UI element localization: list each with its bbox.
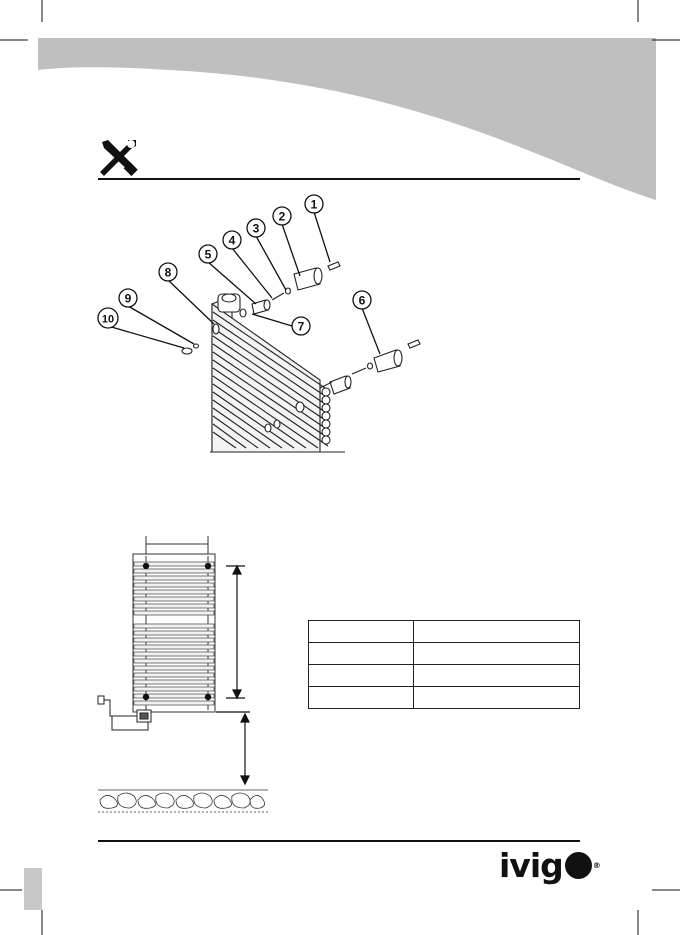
table-row — [309, 621, 580, 643]
footer-rule — [98, 840, 580, 842]
table-cell — [309, 687, 414, 709]
part-number-8: 8 — [164, 265, 172, 280]
brand-wordmark: ivig — [499, 846, 592, 885]
table-cell — [309, 665, 414, 687]
part-number-7: 7 — [297, 319, 305, 334]
table-cell — [414, 665, 580, 687]
table-cell — [414, 643, 580, 665]
table-row — [309, 687, 580, 709]
part-number-10: 10 — [101, 313, 115, 326]
table-cell — [414, 687, 580, 709]
radiator-bars — [134, 562, 214, 705]
floor-hatch — [98, 790, 268, 812]
table-cell — [414, 621, 580, 643]
table-row — [309, 643, 580, 665]
table-cell — [309, 643, 414, 665]
brand-logo — [499, 846, 600, 886]
part-number-4: 4 — [228, 233, 236, 248]
part-number-3: 3 — [252, 221, 260, 236]
spec-table — [308, 620, 580, 709]
part-number-2: 2 — [278, 209, 286, 224]
registered-mark-icon: ® — [592, 861, 600, 870]
part-number-1: 1 — [310, 197, 318, 212]
part-number-6: 6 — [358, 293, 366, 308]
table-row — [309, 665, 580, 687]
table-cell — [309, 621, 414, 643]
part-number-5: 5 — [204, 247, 212, 262]
part-number-9: 9 — [124, 291, 132, 306]
